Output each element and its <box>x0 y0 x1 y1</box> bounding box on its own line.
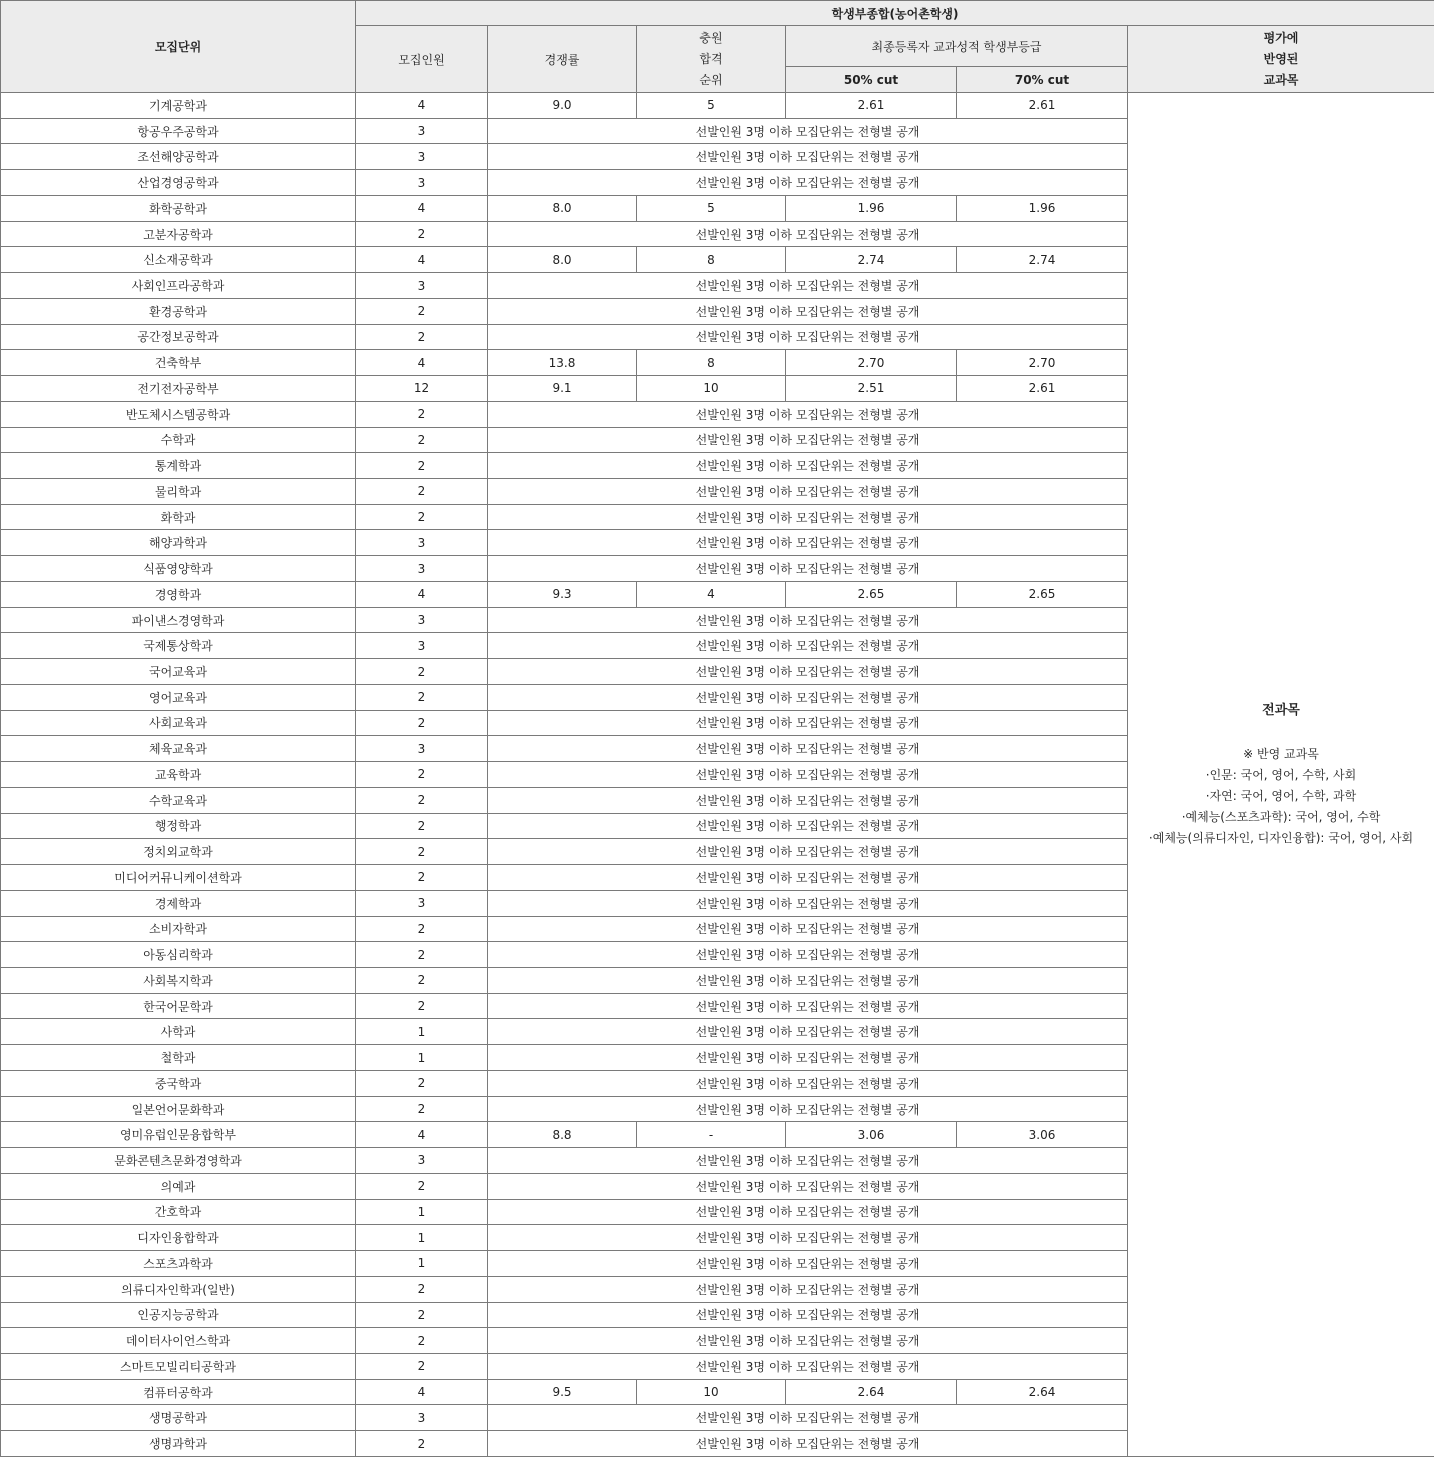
capacity-cell: 2 <box>356 684 488 710</box>
subjects-note-line: ·자연: 국어, 영어, 수학, 과학 <box>1205 789 1357 804</box>
subjects-note-line: ·예체능(의류디자인, 디자인융합): 국어, 영어, 사회 <box>1148 831 1414 846</box>
capacity-cell: 2 <box>356 1431 488 1457</box>
undisclosed-notice-cell: 선발인원 3명 이하 모집단위는 전형별 공개 <box>488 221 1128 247</box>
undisclosed-notice-cell: 선발인원 3명 이하 모집단위는 전형별 공개 <box>488 710 1128 736</box>
unit-cell: 정치외교학과 <box>1 839 356 865</box>
unit-cell: 국어교육과 <box>1 659 356 685</box>
capacity-cell: 3 <box>356 556 488 582</box>
capacity-cell: 2 <box>356 1328 488 1354</box>
capacity-cell: 3 <box>356 1148 488 1174</box>
table-header <box>1 1 1434 93</box>
unit-cell: 일본언어문화학과 <box>1 1096 356 1122</box>
undisclosed-notice-cell: 선발인원 3명 이하 모집단위는 전형별 공개 <box>488 916 1128 942</box>
undisclosed-notice-cell: 선발인원 3명 이하 모집단위는 전형별 공개 <box>488 324 1128 350</box>
unit-cell: 반도체시스템공학과 <box>1 401 356 427</box>
unit-cell: 경제학과 <box>1 890 356 916</box>
waitlist-rank-cell: 5 <box>637 195 786 221</box>
unit-cell: 수학과 <box>1 427 356 453</box>
header-unit: 모집단위 <box>1 1 356 93</box>
header-subjects <box>1128 26 1434 93</box>
cut-70-cell: 1.96 <box>957 195 1128 221</box>
undisclosed-notice-cell: 선발인원 3명 이하 모집단위는 전형별 공개 <box>488 118 1128 144</box>
unit-cell: 공간정보공학과 <box>1 324 356 350</box>
capacity-cell: 2 <box>356 298 488 324</box>
undisclosed-notice-cell: 선발인원 3명 이하 모집단위는 전형별 공개 <box>488 1199 1128 1225</box>
competition-ratio-cell: 8.8 <box>488 1122 637 1148</box>
cut-70-cell: 2.64 <box>957 1379 1128 1405</box>
undisclosed-notice-cell: 선발인원 3명 이하 모집단위는 전형별 공개 <box>488 504 1128 530</box>
waitlist-rank-cell: - <box>637 1122 786 1148</box>
waitlist-rank-cell: 5 <box>637 93 786 119</box>
capacity-cell: 1 <box>356 1199 488 1225</box>
capacity-cell: 3 <box>356 890 488 916</box>
header-cut-70: 70% cut <box>957 67 1128 93</box>
unit-cell: 산업경영공학과 <box>1 170 356 196</box>
unit-cell: 체육교육과 <box>1 736 356 762</box>
unit-cell: 생명공학과 <box>1 1405 356 1431</box>
capacity-cell: 3 <box>356 170 488 196</box>
capacity-cell: 4 <box>356 247 488 273</box>
unit-cell: 항공우주공학과 <box>1 118 356 144</box>
capacity-cell: 2 <box>356 479 488 505</box>
capacity-cell: 3 <box>356 607 488 633</box>
competition-ratio-cell: 9.0 <box>488 93 637 119</box>
capacity-cell: 2 <box>356 710 488 736</box>
unit-cell: 간호학과 <box>1 1199 356 1225</box>
undisclosed-notice-cell: 선발인원 3명 이하 모집단위는 전형별 공개 <box>488 427 1128 453</box>
header-subjects-line: 교과목 <box>1263 72 1299 87</box>
undisclosed-notice-cell: 선발인원 3명 이하 모집단위는 전형별 공개 <box>488 1045 1128 1071</box>
capacity-cell: 4 <box>356 195 488 221</box>
unit-cell: 경영학과 <box>1 581 356 607</box>
capacity-cell: 2 <box>356 1302 488 1328</box>
capacity-cell: 2 <box>356 504 488 530</box>
unit-cell: 스마트모빌리티공학과 <box>1 1353 356 1379</box>
header-waitlist-rank <box>637 26 786 93</box>
capacity-cell: 2 <box>356 993 488 1019</box>
unit-cell: 스포츠과학과 <box>1 1251 356 1277</box>
undisclosed-notice-cell: 선발인원 3명 이하 모집단위는 전형별 공개 <box>488 401 1128 427</box>
cut-50-cell: 2.61 <box>786 93 957 119</box>
waitlist-rank-cell: 10 <box>637 1379 786 1405</box>
undisclosed-notice-cell: 선발인원 3명 이하 모집단위는 전형별 공개 <box>488 1328 1128 1354</box>
capacity-cell: 3 <box>356 144 488 170</box>
capacity-cell: 2 <box>356 1070 488 1096</box>
subjects-note-line: ·예체능(스포츠과학): 국어, 영어, 수학 <box>1181 810 1381 825</box>
unit-cell: 화학과 <box>1 504 356 530</box>
capacity-cell: 1 <box>356 1225 488 1251</box>
unit-cell: 한국어문학과 <box>1 993 356 1019</box>
waitlist-rank-cell: 8 <box>637 350 786 376</box>
competition-ratio-cell: 8.0 <box>488 195 637 221</box>
unit-cell: 교육학과 <box>1 762 356 788</box>
competition-ratio-cell: 9.5 <box>488 1379 637 1405</box>
capacity-cell: 3 <box>356 530 488 556</box>
undisclosed-notice-cell: 선발인원 3명 이하 모집단위는 전형별 공개 <box>488 607 1128 633</box>
table-row <box>1 93 1434 119</box>
unit-cell: 통계학과 <box>1 453 356 479</box>
header-waitlist-rank-line: 순위 <box>699 72 723 87</box>
cut-50-cell: 2.65 <box>786 581 957 607</box>
unit-cell: 중국학과 <box>1 1070 356 1096</box>
undisclosed-notice-cell: 선발인원 3명 이하 모집단위는 전형별 공개 <box>488 273 1128 299</box>
capacity-cell: 2 <box>356 942 488 968</box>
unit-cell: 환경공학과 <box>1 298 356 324</box>
capacity-cell: 2 <box>356 659 488 685</box>
undisclosed-notice-cell: 선발인원 3명 이하 모집단위는 전형별 공개 <box>488 942 1128 968</box>
capacity-cell: 2 <box>356 401 488 427</box>
table-body <box>1 93 1434 1457</box>
unit-cell: 국제통상학과 <box>1 633 356 659</box>
undisclosed-notice-cell: 선발인원 3명 이하 모집단위는 전형별 공개 <box>488 967 1128 993</box>
capacity-cell: 2 <box>356 865 488 891</box>
header-waitlist-rank-line: 충원 <box>699 30 723 45</box>
header-subjects-line: 반영된 <box>1263 51 1299 66</box>
undisclosed-notice-cell: 선발인원 3명 이하 모집단위는 전형별 공개 <box>488 787 1128 813</box>
capacity-cell: 2 <box>356 813 488 839</box>
cut-50-cell: 2.64 <box>786 1379 957 1405</box>
undisclosed-notice-cell: 선발인원 3명 이하 모집단위는 전형별 공개 <box>488 1251 1128 1277</box>
undisclosed-notice-cell: 선발인원 3명 이하 모집단위는 전형별 공개 <box>488 993 1128 1019</box>
unit-cell: 사학과 <box>1 1019 356 1045</box>
undisclosed-notice-cell: 선발인원 3명 이하 모집단위는 전형별 공개 <box>488 1225 1128 1251</box>
cut-50-cell: 1.96 <box>786 195 957 221</box>
undisclosed-notice-cell: 선발인원 3명 이하 모집단위는 전형별 공개 <box>488 1096 1128 1122</box>
header-capacity: 모집인원 <box>356 26 488 93</box>
unit-cell: 물리학과 <box>1 479 356 505</box>
undisclosed-notice-cell: 선발인원 3명 이하 모집단위는 전형별 공개 <box>488 1353 1128 1379</box>
unit-cell: 디자인융합학과 <box>1 1225 356 1251</box>
undisclosed-notice-cell: 선발인원 3명 이하 모집단위는 전형별 공개 <box>488 1276 1128 1302</box>
undisclosed-notice-cell: 선발인원 3명 이하 모집단위는 전형별 공개 <box>488 556 1128 582</box>
unit-cell: 데이터사이언스학과 <box>1 1328 356 1354</box>
subjects-note-cell <box>1128 93 1434 1457</box>
capacity-cell: 12 <box>356 376 488 402</box>
capacity-cell: 4 <box>356 350 488 376</box>
unit-cell: 기계공학과 <box>1 93 356 119</box>
unit-cell: 파이낸스경영학과 <box>1 607 356 633</box>
undisclosed-notice-cell: 선발인원 3명 이하 모집단위는 전형별 공개 <box>488 813 1128 839</box>
capacity-cell: 2 <box>356 453 488 479</box>
capacity-cell: 2 <box>356 221 488 247</box>
unit-cell: 인공지능공학과 <box>1 1302 356 1328</box>
cut-50-cell: 3.06 <box>786 1122 957 1148</box>
undisclosed-notice-cell: 선발인원 3명 이하 모집단위는 전형별 공개 <box>488 1070 1128 1096</box>
capacity-cell: 1 <box>356 1019 488 1045</box>
unit-cell: 고분자공학과 <box>1 221 356 247</box>
unit-cell: 행정학과 <box>1 813 356 839</box>
undisclosed-notice-cell: 선발인원 3명 이하 모집단위는 전형별 공개 <box>488 839 1128 865</box>
cut-70-cell: 2.61 <box>957 93 1128 119</box>
undisclosed-notice-cell: 선발인원 3명 이하 모집단위는 전형별 공개 <box>488 530 1128 556</box>
undisclosed-notice-cell: 선발인원 3명 이하 모집단위는 전형별 공개 <box>488 1302 1128 1328</box>
capacity-cell: 3 <box>356 1405 488 1431</box>
header-grade-group: 최종등록자 교과성적 학생부등급 <box>786 26 1128 67</box>
undisclosed-notice-cell: 선발인원 3명 이하 모집단위는 전형별 공개 <box>488 170 1128 196</box>
cut-50-cell: 2.74 <box>786 247 957 273</box>
unit-cell: 화학공학과 <box>1 195 356 221</box>
unit-cell: 사회복지학과 <box>1 967 356 993</box>
cut-70-cell: 2.70 <box>957 350 1128 376</box>
unit-cell: 신소재공학과 <box>1 247 356 273</box>
waitlist-rank-cell: 10 <box>637 376 786 402</box>
undisclosed-notice-cell: 선발인원 3명 이하 모집단위는 전형별 공개 <box>488 659 1128 685</box>
unit-cell: 조선해양공학과 <box>1 144 356 170</box>
unit-cell: 컴퓨터공학과 <box>1 1379 356 1405</box>
unit-cell: 해양과학과 <box>1 530 356 556</box>
undisclosed-notice-cell: 선발인원 3명 이하 모집단위는 전형별 공개 <box>488 890 1128 916</box>
capacity-cell: 2 <box>356 1173 488 1199</box>
capacity-cell: 1 <box>356 1251 488 1277</box>
header-waitlist-rank-line: 합격 <box>699 51 723 66</box>
competition-ratio-cell: 9.1 <box>488 376 637 402</box>
undisclosed-notice-cell: 선발인원 3명 이하 모집단위는 전형별 공개 <box>488 633 1128 659</box>
undisclosed-notice-cell: 선발인원 3명 이하 모집단위는 전형별 공개 <box>488 1148 1128 1174</box>
undisclosed-notice-cell: 선발인원 3명 이하 모집단위는 전형별 공개 <box>488 684 1128 710</box>
undisclosed-notice-cell: 선발인원 3명 이하 모집단위는 전형별 공개 <box>488 1019 1128 1045</box>
cut-70-cell: 2.61 <box>957 376 1128 402</box>
unit-cell: 수학교육과 <box>1 787 356 813</box>
header-program-group: 학생부종합(농어촌학생) <box>356 1 1434 26</box>
unit-cell: 아동심리학과 <box>1 942 356 968</box>
capacity-cell: 4 <box>356 1379 488 1405</box>
capacity-cell: 3 <box>356 633 488 659</box>
capacity-cell: 3 <box>356 736 488 762</box>
capacity-cell: 2 <box>356 762 488 788</box>
capacity-cell: 4 <box>356 581 488 607</box>
undisclosed-notice-cell: 선발인원 3명 이하 모집단위는 전형별 공개 <box>488 298 1128 324</box>
unit-cell: 의류디자인학과(일반) <box>1 1276 356 1302</box>
competition-ratio-cell: 9.3 <box>488 581 637 607</box>
unit-cell: 의예과 <box>1 1173 356 1199</box>
undisclosed-notice-cell: 선발인원 3명 이하 모집단위는 전형별 공개 <box>488 453 1128 479</box>
unit-cell: 영어교육과 <box>1 684 356 710</box>
subjects-note-title: 전과목 <box>1262 703 1300 719</box>
undisclosed-notice-cell: 선발인원 3명 이하 모집단위는 전형별 공개 <box>488 736 1128 762</box>
unit-cell: 영미유럽인문융합학부 <box>1 1122 356 1148</box>
capacity-cell: 2 <box>356 967 488 993</box>
cut-70-cell: 2.65 <box>957 581 1128 607</box>
subjects-note-line: ※ 반영 교과목 <box>1243 747 1319 762</box>
undisclosed-notice-cell: 선발인원 3명 이하 모집단위는 전형별 공개 <box>488 762 1128 788</box>
capacity-cell: 1 <box>356 1045 488 1071</box>
unit-cell: 건축학부 <box>1 350 356 376</box>
subjects-note-line: ·인문: 국어, 영어, 수학, 사회 <box>1205 768 1357 783</box>
capacity-cell: 2 <box>356 324 488 350</box>
undisclosed-notice-cell: 선발인원 3명 이하 모집단위는 전형별 공개 <box>488 1405 1128 1431</box>
waitlist-rank-cell: 4 <box>637 581 786 607</box>
undisclosed-notice-cell: 선발인원 3명 이하 모집단위는 전형별 공개 <box>488 1173 1128 1199</box>
unit-cell: 소비자학과 <box>1 916 356 942</box>
unit-cell: 전기전자공학부 <box>1 376 356 402</box>
header-subjects-line: 평가에 <box>1263 30 1299 45</box>
capacity-cell: 3 <box>356 273 488 299</box>
capacity-cell: 2 <box>356 1096 488 1122</box>
unit-cell: 식품영양학과 <box>1 556 356 582</box>
capacity-cell: 2 <box>356 1276 488 1302</box>
cut-50-cell: 2.51 <box>786 376 957 402</box>
undisclosed-notice-cell: 선발인원 3명 이하 모집단위는 전형별 공개 <box>488 865 1128 891</box>
cut-70-cell: 3.06 <box>957 1122 1128 1148</box>
cut-70-cell: 2.74 <box>957 247 1128 273</box>
unit-cell: 미디어커뮤니케이션학과 <box>1 865 356 891</box>
cut-50-cell: 2.70 <box>786 350 957 376</box>
unit-cell: 생명과학과 <box>1 1431 356 1457</box>
capacity-cell: 2 <box>356 916 488 942</box>
undisclosed-notice-cell: 선발인원 3명 이하 모집단위는 전형별 공개 <box>488 1431 1128 1457</box>
undisclosed-notice-cell: 선발인원 3명 이하 모집단위는 전형별 공개 <box>488 479 1128 505</box>
capacity-cell: 2 <box>356 427 488 453</box>
capacity-cell: 4 <box>356 93 488 119</box>
header-competition-ratio: 경쟁률 <box>488 26 637 93</box>
capacity-cell: 4 <box>356 1122 488 1148</box>
capacity-cell: 3 <box>356 118 488 144</box>
waitlist-rank-cell: 8 <box>637 247 786 273</box>
header-cut-50: 50% cut <box>786 67 957 93</box>
unit-cell: 사회교육과 <box>1 710 356 736</box>
competition-ratio-cell: 13.8 <box>488 350 637 376</box>
unit-cell: 사회인프라공학과 <box>1 273 356 299</box>
capacity-cell: 2 <box>356 839 488 865</box>
competition-ratio-cell: 8.0 <box>488 247 637 273</box>
capacity-cell: 2 <box>356 787 488 813</box>
undisclosed-notice-cell: 선발인원 3명 이하 모집단위는 전형별 공개 <box>488 144 1128 170</box>
capacity-cell: 2 <box>356 1353 488 1379</box>
unit-cell: 문화콘텐츠문화경영학과 <box>1 1148 356 1174</box>
unit-cell: 철학과 <box>1 1045 356 1071</box>
